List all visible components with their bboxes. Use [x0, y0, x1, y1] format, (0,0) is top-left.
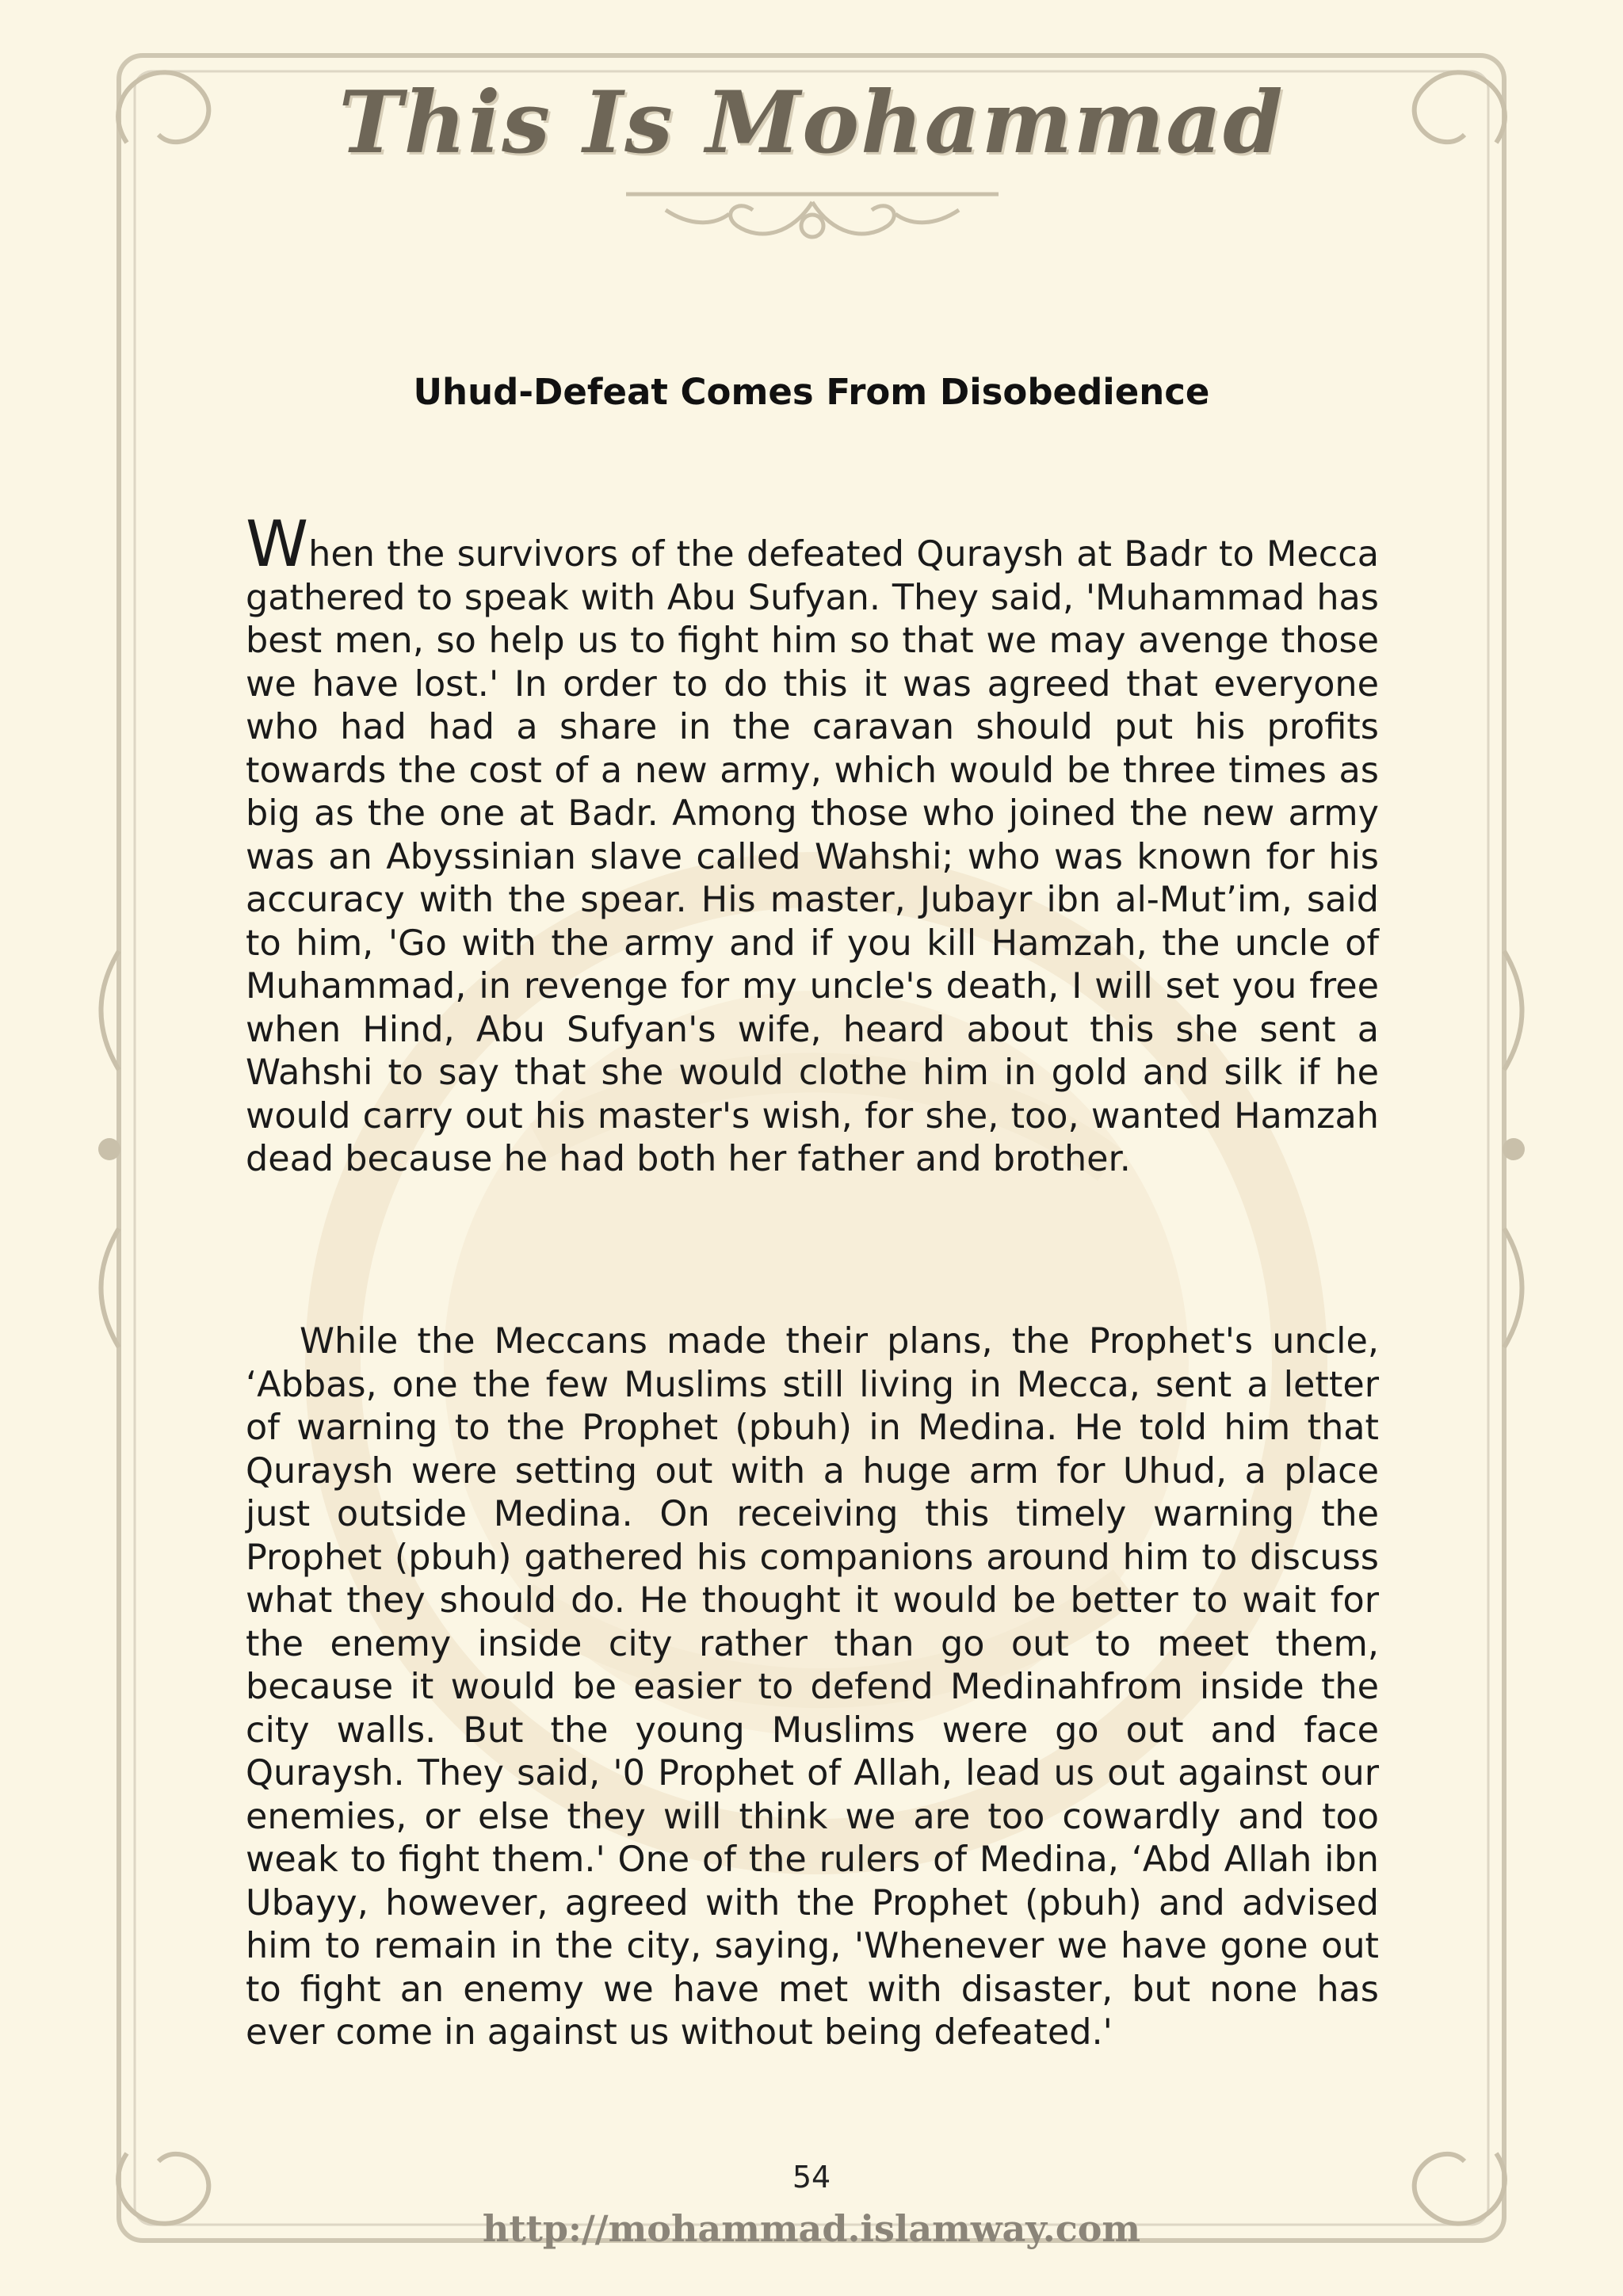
paragraph-2: While the Meccans made their plans, the Prophet's uncle, ‘Abbas, one the few Muslims still living in Mecca, sent a letter of warning to the Prophet (pbuh) in Medina. He told him that Quraysh were setting out with a huge arm for Uhud, a place just outside Medina. On receiving this timely warning the Prophet (pbuh) gathered his companions around him to discuss what they should do. He thought it would be better to wait for the enemy inside city rather than go out to meet them, because it would be easier to defend Medinahfrom inside the city walls. But the young Muslims were go out and face Quraysh. They said, '0 Prophet of Allah, lead us out against our enemies, or else they will think we are too cowardly and too weak to fight them.' One of the rulers of Medina, ‘Abd Allah ibn Ubayy, however, agreed with the Prophet (pbuh) and advised him to remain in the city, saying, 'Whenever we have gone out to fight an enemy we have met with disaster, but none has ever come in against us without being defeated.' [246, 1321, 1379, 2053]
section-title: Uhud-Defeat Comes From Disobedience [413, 371, 1210, 413]
drop-cap-initial: W [246, 507, 309, 581]
header-ornament-icon [618, 178, 1006, 258]
footer-url: http://mohammad.islamway.com [482, 2207, 1141, 2250]
paragraph-1-text: hen the survivors of the defeated Quraysh at Badr to Mecca gathered to speak with Abu Sufyan. They said, 'Muhammad has best men, so help us to fight him so that we may avenge those we have lost.' In order to do this it was agreed that everyone who had had a share in the caravan should put his profits towards the cost of a new army, which would be three times as big as the one at Badr. Among those who joined the new army was an Abyssinian slave called Wahshi; who was known for his accuracy with the spear. His master, Jubayr ibn al-Mut’im, said to him, 'Go with the army and if you kill Hamzah, the uncle of Muhammad, in revenge for my uncle's death, I will set you free when Hind, Abu Sufyan's wife, heard about this she sent a Wahshi to say that she would clothe him in gold and silk if he would carry out his master's wish, for she, too, wanted Hamzah dead because he had both her father and brother. [246, 534, 1379, 1179]
header-title: This Is Mohammad [338, 73, 1285, 173]
paragraph-1 [246, 507, 1379, 1182]
page-number: 54 [792, 2160, 831, 2195]
